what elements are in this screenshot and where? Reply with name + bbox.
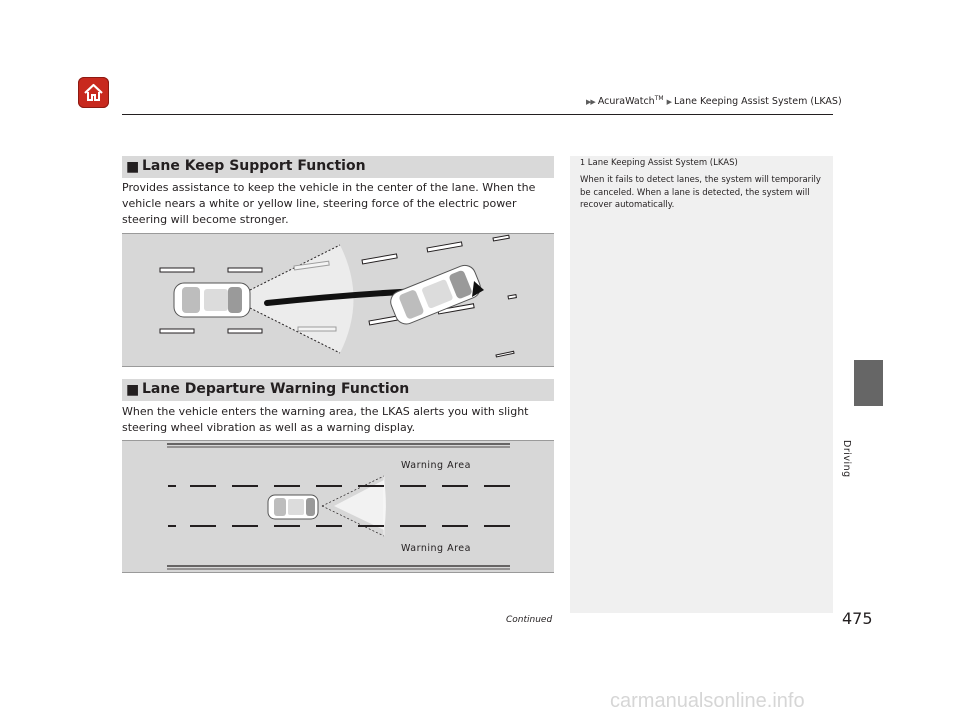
chapter-tab[interactable] — [854, 360, 883, 406]
watermark: carmanualsonline.info — [610, 690, 805, 712]
warning-area-label-top: Warning Area — [401, 460, 471, 471]
breadcrumb-arrow-icon: ▶ — [666, 98, 671, 107]
home-icon — [82, 81, 105, 104]
breadcrumb-acurawatch[interactable]: AcuraWatch — [597, 96, 655, 108]
header-divider — [122, 114, 833, 115]
section-marker-icon: ■ — [126, 382, 140, 398]
section-heading-lane-keep-support — [122, 156, 554, 178]
section-title: Lane Departure Warning Function — [142, 381, 410, 397]
breadcrumb-lkas: Lane Keeping Assist System (LKAS) — [674, 96, 842, 108]
lane-departure-warning-figure — [122, 440, 554, 573]
section-heading-lane-departure-warning — [122, 379, 554, 401]
home-button[interactable] — [78, 77, 109, 108]
breadcrumb-arrow-icon: ▶▶ — [586, 98, 595, 107]
side-note-body: When it fails to detect lanes, the system will temporarily be canceled. When a lane is detected, the system will recover automatically. — [580, 175, 821, 210]
breadcrumb — [586, 95, 842, 107]
note-title-text: Lane Keeping Assist System (LKAS) — [587, 158, 738, 168]
page-number: 475 — [842, 609, 873, 628]
lane-departure-diagram — [122, 440, 554, 573]
trademark-mark: TM — [654, 95, 664, 102]
section-title: Lane Keep Support Function — [142, 158, 366, 174]
lane-departure-warning-text: When the vehicle enters the warning area, the LKAS alerts you with slight steering wheel vibration as well as a warning display. — [122, 405, 529, 434]
side-note-title — [580, 158, 738, 168]
warning-area-label-bottom: Warning Area — [401, 543, 471, 554]
section-marker-icon: ■ — [126, 159, 140, 175]
side-note — [570, 156, 833, 613]
continued-label: Continued — [506, 615, 553, 625]
chapter-tab-label: Driving — [841, 440, 852, 478]
lane-keep-support-figure — [122, 233, 554, 367]
lane-keep-diagram — [122, 233, 554, 367]
note-reference-number: 1 — [580, 158, 586, 167]
lane-keep-support-text: Provides assistance to keep the vehicle in the center of the lane. When the vehicle nears a white or yellow line, steering force of the electric power steering will become stronger. — [122, 181, 536, 226]
